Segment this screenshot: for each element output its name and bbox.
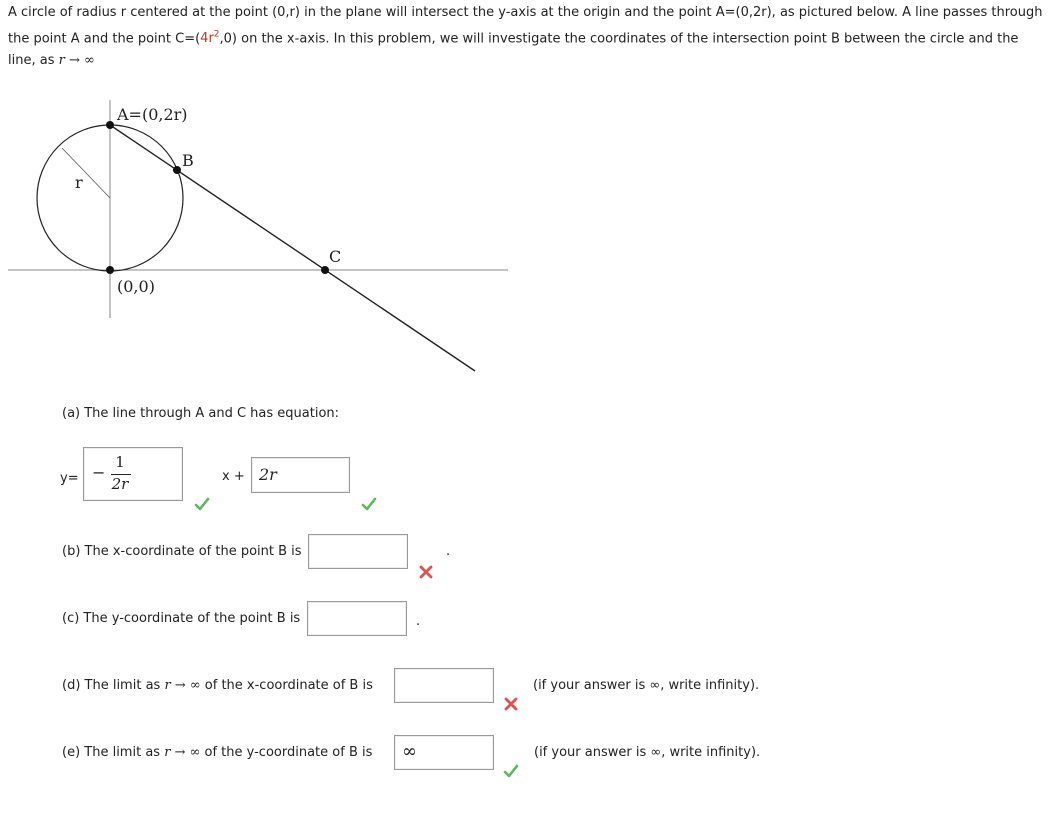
check-icon (503, 763, 519, 779)
part-b-prompt: (b) The x-coordinate of the point B is (62, 544, 302, 559)
intro-text-2: ,0) on the x-axis. In this problem, we will investigate the coordinates of the intersection point B between the circle and the line, as (8, 31, 1019, 69)
problem-intro (8, 2, 1048, 72)
b-y-input[interactable] (307, 601, 407, 636)
point-b (173, 166, 181, 174)
part-a-x-plus: x + (222, 469, 245, 484)
intro-limit: r → ∞ (58, 53, 95, 69)
limit-y-input[interactable] (394, 735, 494, 770)
limit-y-value: ∞ (402, 741, 417, 762)
check-icon (361, 496, 377, 512)
label-c: C (329, 247, 342, 266)
label-a: A=(0,2r) (117, 105, 188, 124)
part-d-hint: (if your answer is ∞, write infinity). (533, 678, 760, 693)
check-icon (194, 496, 210, 512)
label-r: r (75, 173, 83, 192)
slope-sign: − (92, 463, 106, 482)
part-c-prompt: (c) The y-coordinate of the point B is (62, 611, 301, 626)
part-d-prompt: (d) The limit as r → ∞ of the x-coordinate of B is (62, 678, 373, 693)
intercept-input[interactable] (251, 457, 350, 493)
slope-input[interactable] (83, 447, 183, 501)
part-e-hint: (if your answer is ∞, write infinity). (534, 745, 761, 760)
slope-numerator: 1 (115, 453, 125, 471)
intro-accent: $4r^2$ (200, 30, 220, 47)
intro-text-1: A circle of radius r centered at the point (0,r) in the plane will intersect the y-axis at the origin and the point A=(0,2r), as pictured below. A line passes through the point A and the point C=( (8, 5, 1043, 47)
point-origin (106, 266, 114, 274)
cross-icon (418, 564, 434, 580)
circle-line-figure (0, 90, 520, 390)
part-a-prompt: (a) The line through A and C has equation: (62, 406, 340, 421)
cross-icon (503, 696, 519, 712)
label-b: B (182, 151, 194, 170)
limit-x-input[interactable] (394, 668, 494, 703)
part-c-period: . (416, 614, 421, 629)
part-a-y-prefix: y= (60, 471, 79, 486)
part-e-prompt: (e) The limit as r → ∞ of the y-coordinate of B is (62, 745, 373, 760)
intercept-value: 2r (259, 465, 277, 484)
label-origin: (0,0) (117, 277, 155, 296)
b-x-input[interactable] (308, 534, 408, 569)
point-a (106, 121, 114, 129)
point-c (321, 266, 329, 274)
slope-denominator: 2r (111, 475, 129, 493)
part-b-period: . (446, 544, 451, 559)
line-ac (110, 125, 475, 371)
radius-line (62, 148, 110, 198)
